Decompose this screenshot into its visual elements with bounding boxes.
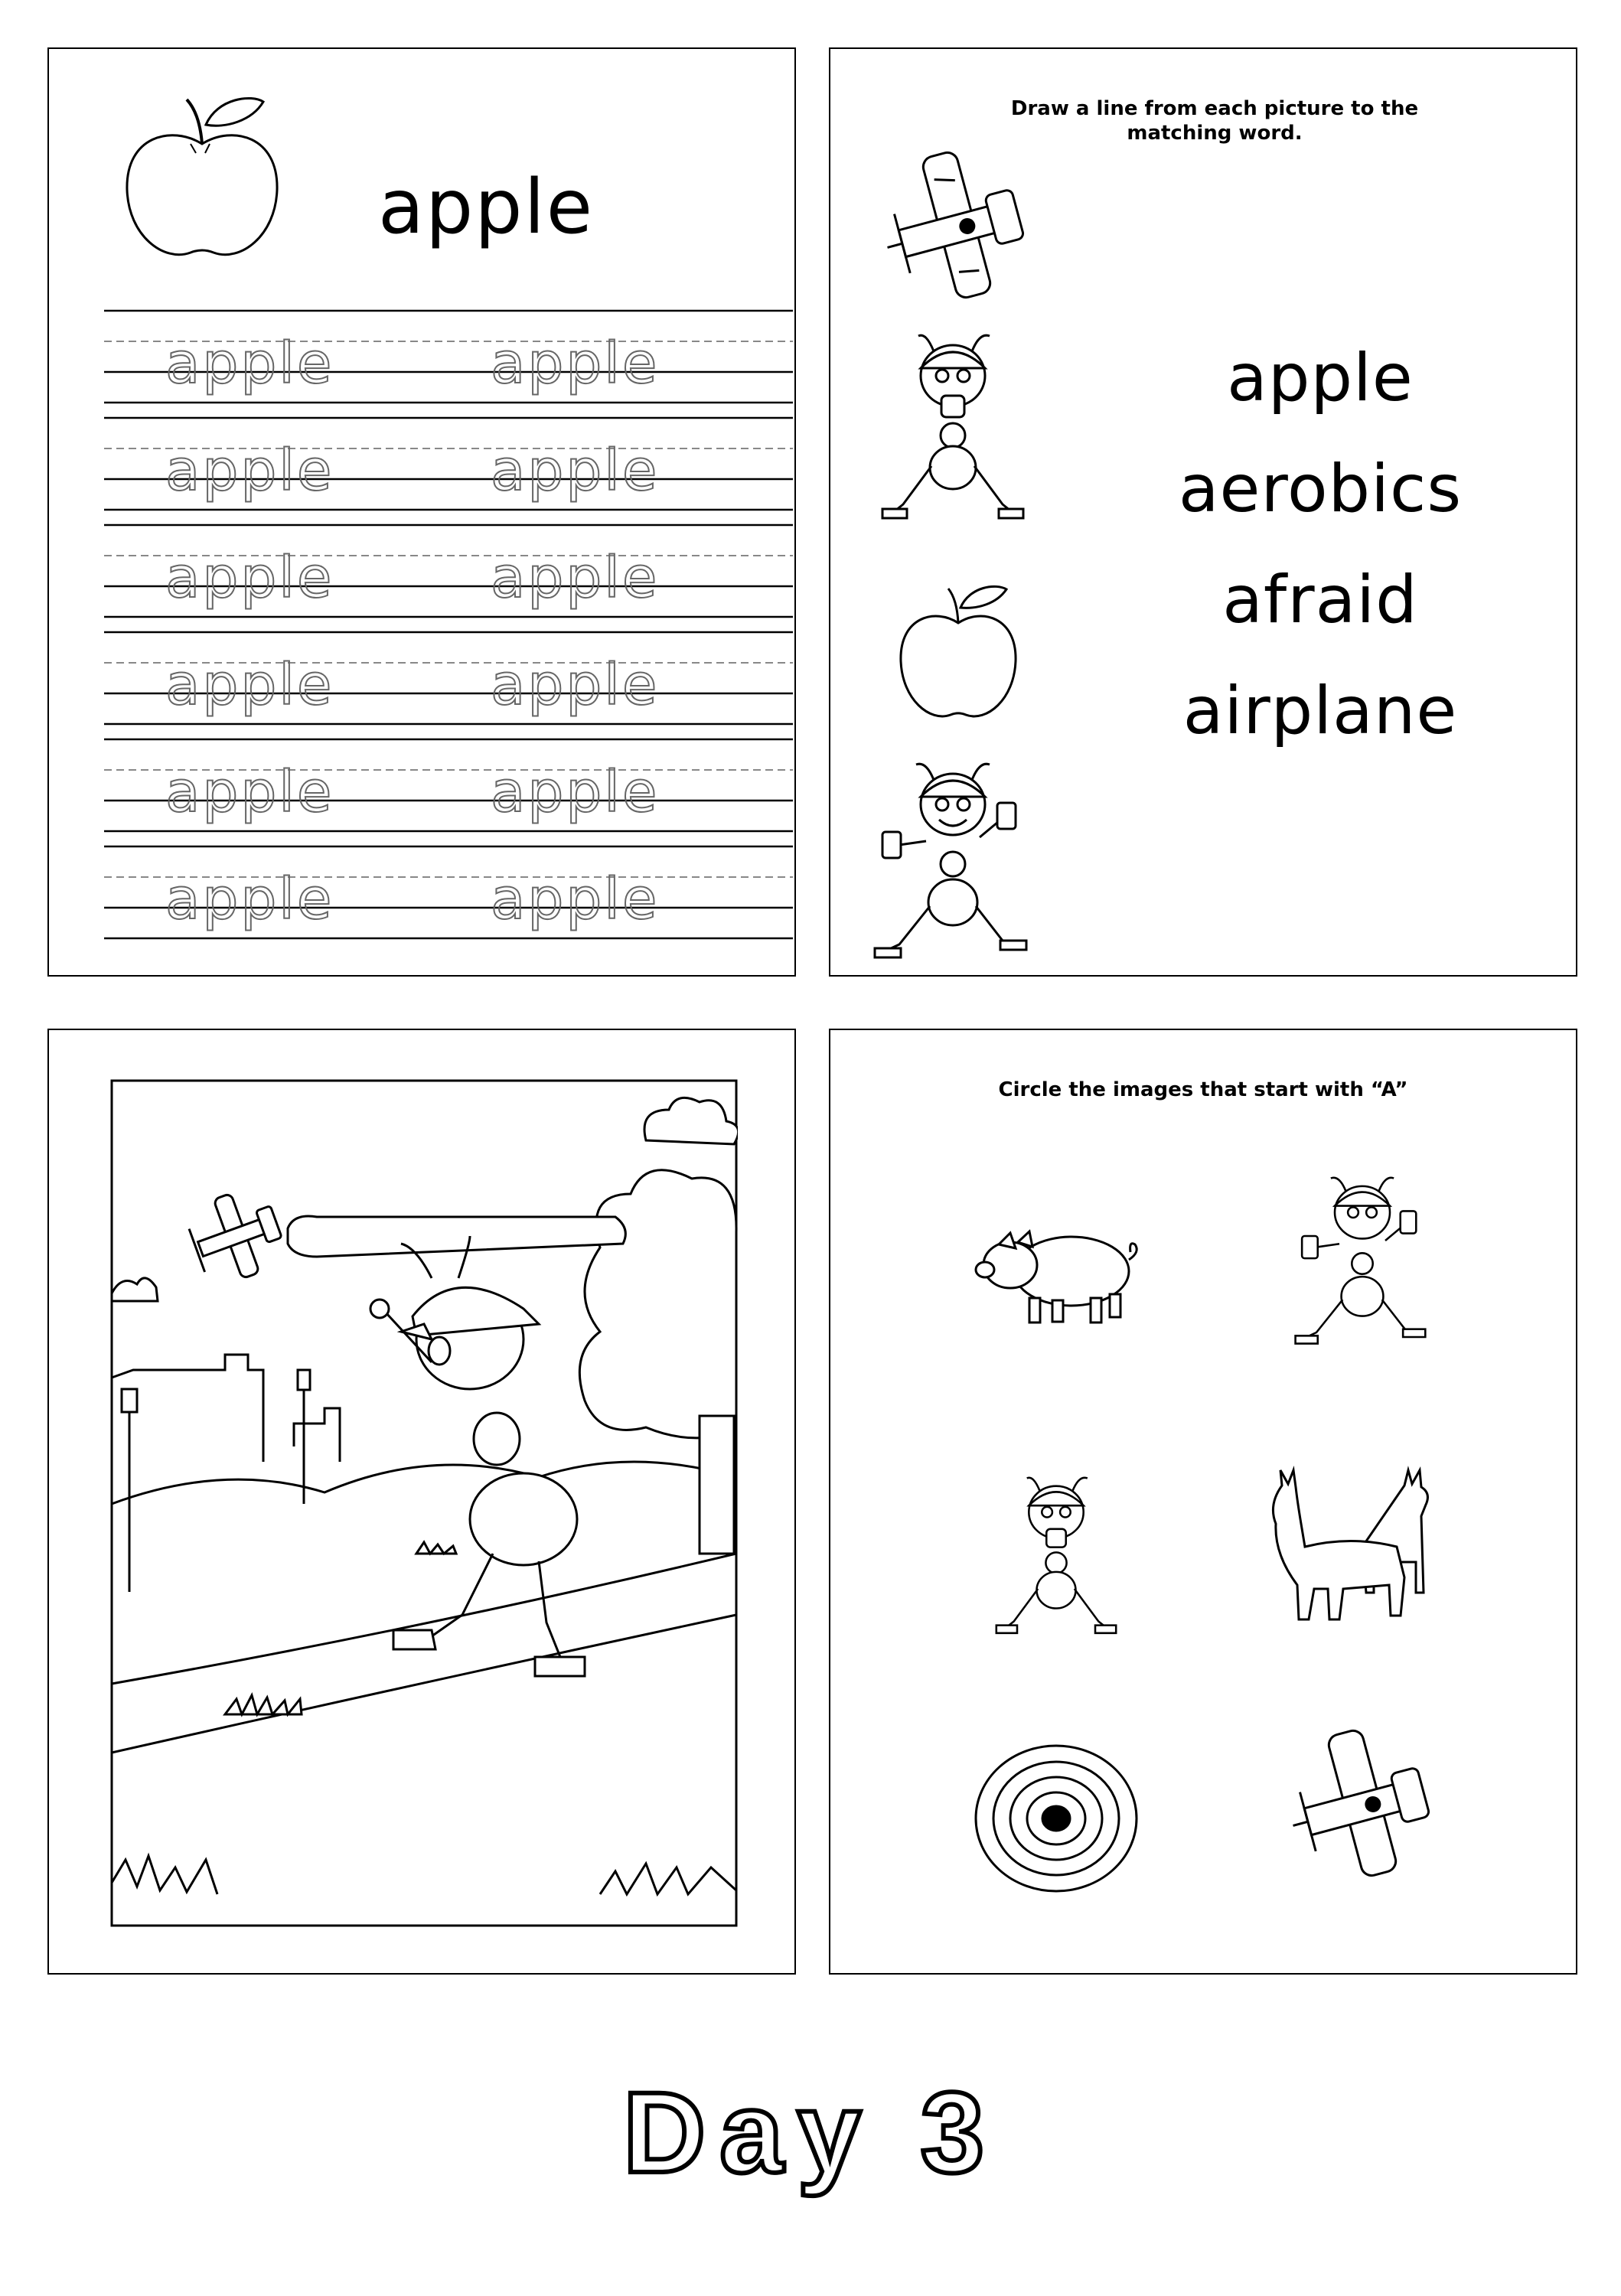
match-word[interactable]: airplane: [1182, 673, 1458, 749]
trace-row: [104, 845, 793, 952]
coloring-scene[interactable]: [110, 1079, 738, 1927]
trace-word[interactable]: apple: [491, 759, 660, 825]
tree-trunk: [700, 1416, 734, 1554]
trace-word[interactable]: apple: [165, 331, 334, 396]
coloring-page: [47, 1029, 796, 1975]
ant-icon[interactable]: [876, 328, 1029, 527]
llama-icon[interactable]: [1259, 1463, 1443, 1639]
trace-row: [104, 309, 793, 416]
target-icon[interactable]: [972, 1742, 1140, 1895]
airplane-icon[interactable]: [876, 145, 1037, 305]
matching-page: [829, 47, 1577, 977]
airplane-icon[interactable]: [1282, 1719, 1443, 1887]
ant-icon[interactable]: [1286, 1172, 1439, 1355]
trace-word[interactable]: apple: [491, 866, 660, 932]
trace-word[interactable]: apple: [165, 866, 334, 932]
pig-icon[interactable]: [968, 1218, 1144, 1332]
circle-page: [829, 1029, 1577, 1975]
trace-row: [104, 738, 793, 845]
apple-icon: [110, 83, 294, 266]
match-word[interactable]: apple: [1227, 340, 1414, 416]
trace-row: [104, 416, 793, 523]
instruction-text: Draw a line from each picture to the matching word.: [1010, 97, 1419, 145]
ant-icon[interactable]: [869, 757, 1037, 971]
trace-word[interactable]: apple: [165, 438, 334, 504]
trace-word[interactable]: apple: [165, 545, 334, 611]
tracing-page: [47, 47, 796, 977]
trace-word[interactable]: apple: [165, 759, 334, 825]
day-label: Day 3: [622, 2068, 999, 2197]
trace-word[interactable]: apple: [491, 652, 660, 718]
apple-icon[interactable]: [893, 569, 1023, 730]
lamppost: [298, 1370, 310, 1390]
tree-foliage: [579, 1170, 736, 1438]
lamppost: [122, 1389, 137, 1412]
trace-word[interactable]: apple: [491, 438, 660, 504]
title-word: apple: [378, 164, 594, 251]
ant-icon[interactable]: [991, 1470, 1121, 1642]
trace-row: [104, 631, 793, 738]
match-word[interactable]: afraid: [1222, 562, 1418, 638]
trace-row: [104, 523, 793, 631]
trace-word[interactable]: apple: [491, 545, 660, 611]
match-word[interactable]: aerobics: [1178, 451, 1463, 527]
trace-word[interactable]: apple: [165, 652, 334, 718]
trace-word[interactable]: apple: [491, 331, 660, 396]
instruction-text: Circle the images that start with “A”: [998, 1078, 1408, 1101]
